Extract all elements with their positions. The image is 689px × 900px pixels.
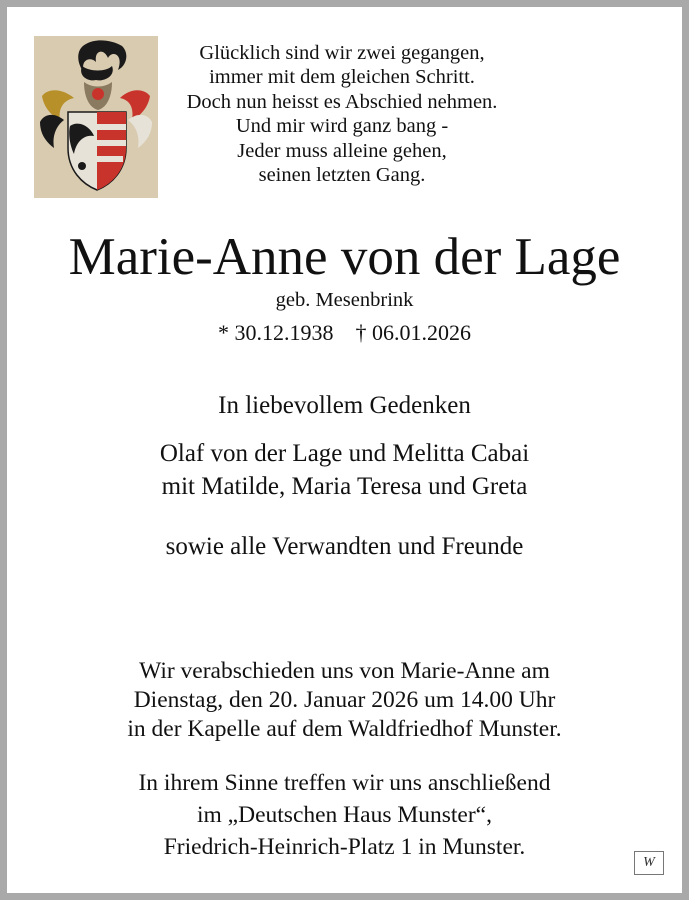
ceremony-line: Dienstag, den 20. Januar 2026 um 14.00 Uhr xyxy=(133,687,556,713)
deceased-name: Marie-Anne von der Lage xyxy=(68,228,621,286)
family-line: Olaf von der Lage und Melitta Cabai xyxy=(159,440,530,467)
poem-line: Doch nun heisst es Abschied nehmen. xyxy=(186,90,498,113)
ceremony-line: Wir verabschieden uns von Marie-Anne am xyxy=(139,658,550,684)
family-line: mit Matilde, Maria Teresa und Greta xyxy=(161,473,528,500)
ceremony-info xyxy=(7,657,682,744)
coat-of-arms-icon xyxy=(34,36,158,198)
gathering-info xyxy=(7,767,682,863)
publisher-logo-icon xyxy=(634,851,664,875)
ceremony-line: in der Kapelle auf dem Waldfriedhof Munster. xyxy=(127,716,562,742)
birth-date: * 30.12.1938 xyxy=(218,320,334,345)
poem-line: seinen letzten Gang. xyxy=(258,164,426,187)
poem-line: Und mir wird ganz bang - xyxy=(235,115,449,138)
gathering-line: Friedrich-Heinrich-Platz 1 in Munster. xyxy=(163,834,526,860)
life-dates xyxy=(7,319,682,347)
poem xyxy=(157,41,527,187)
family-names xyxy=(7,437,682,503)
poem-line: immer mit dem gleichen Schritt. xyxy=(209,66,475,89)
poem-line: Glücklich sind wir zwei gegangen, xyxy=(199,42,485,64)
relatives-line: sowie alle Verwandten und Freunde xyxy=(165,533,524,560)
death-date: † 06.01.2026 xyxy=(355,320,471,345)
in-memory-heading: In liebevollem Gedenken xyxy=(218,392,471,419)
poem-line: Jeder muss alleine gehen, xyxy=(237,139,447,162)
obituary-card xyxy=(7,7,682,893)
birth-name: geb. Mesenbrink xyxy=(275,289,414,311)
publisher-mark-text: W xyxy=(643,855,655,870)
gathering-line: In ihrem Sinne treffen wir uns anschließend xyxy=(138,770,551,796)
gathering-line: im „Deutschen Haus Munster“, xyxy=(197,802,492,828)
